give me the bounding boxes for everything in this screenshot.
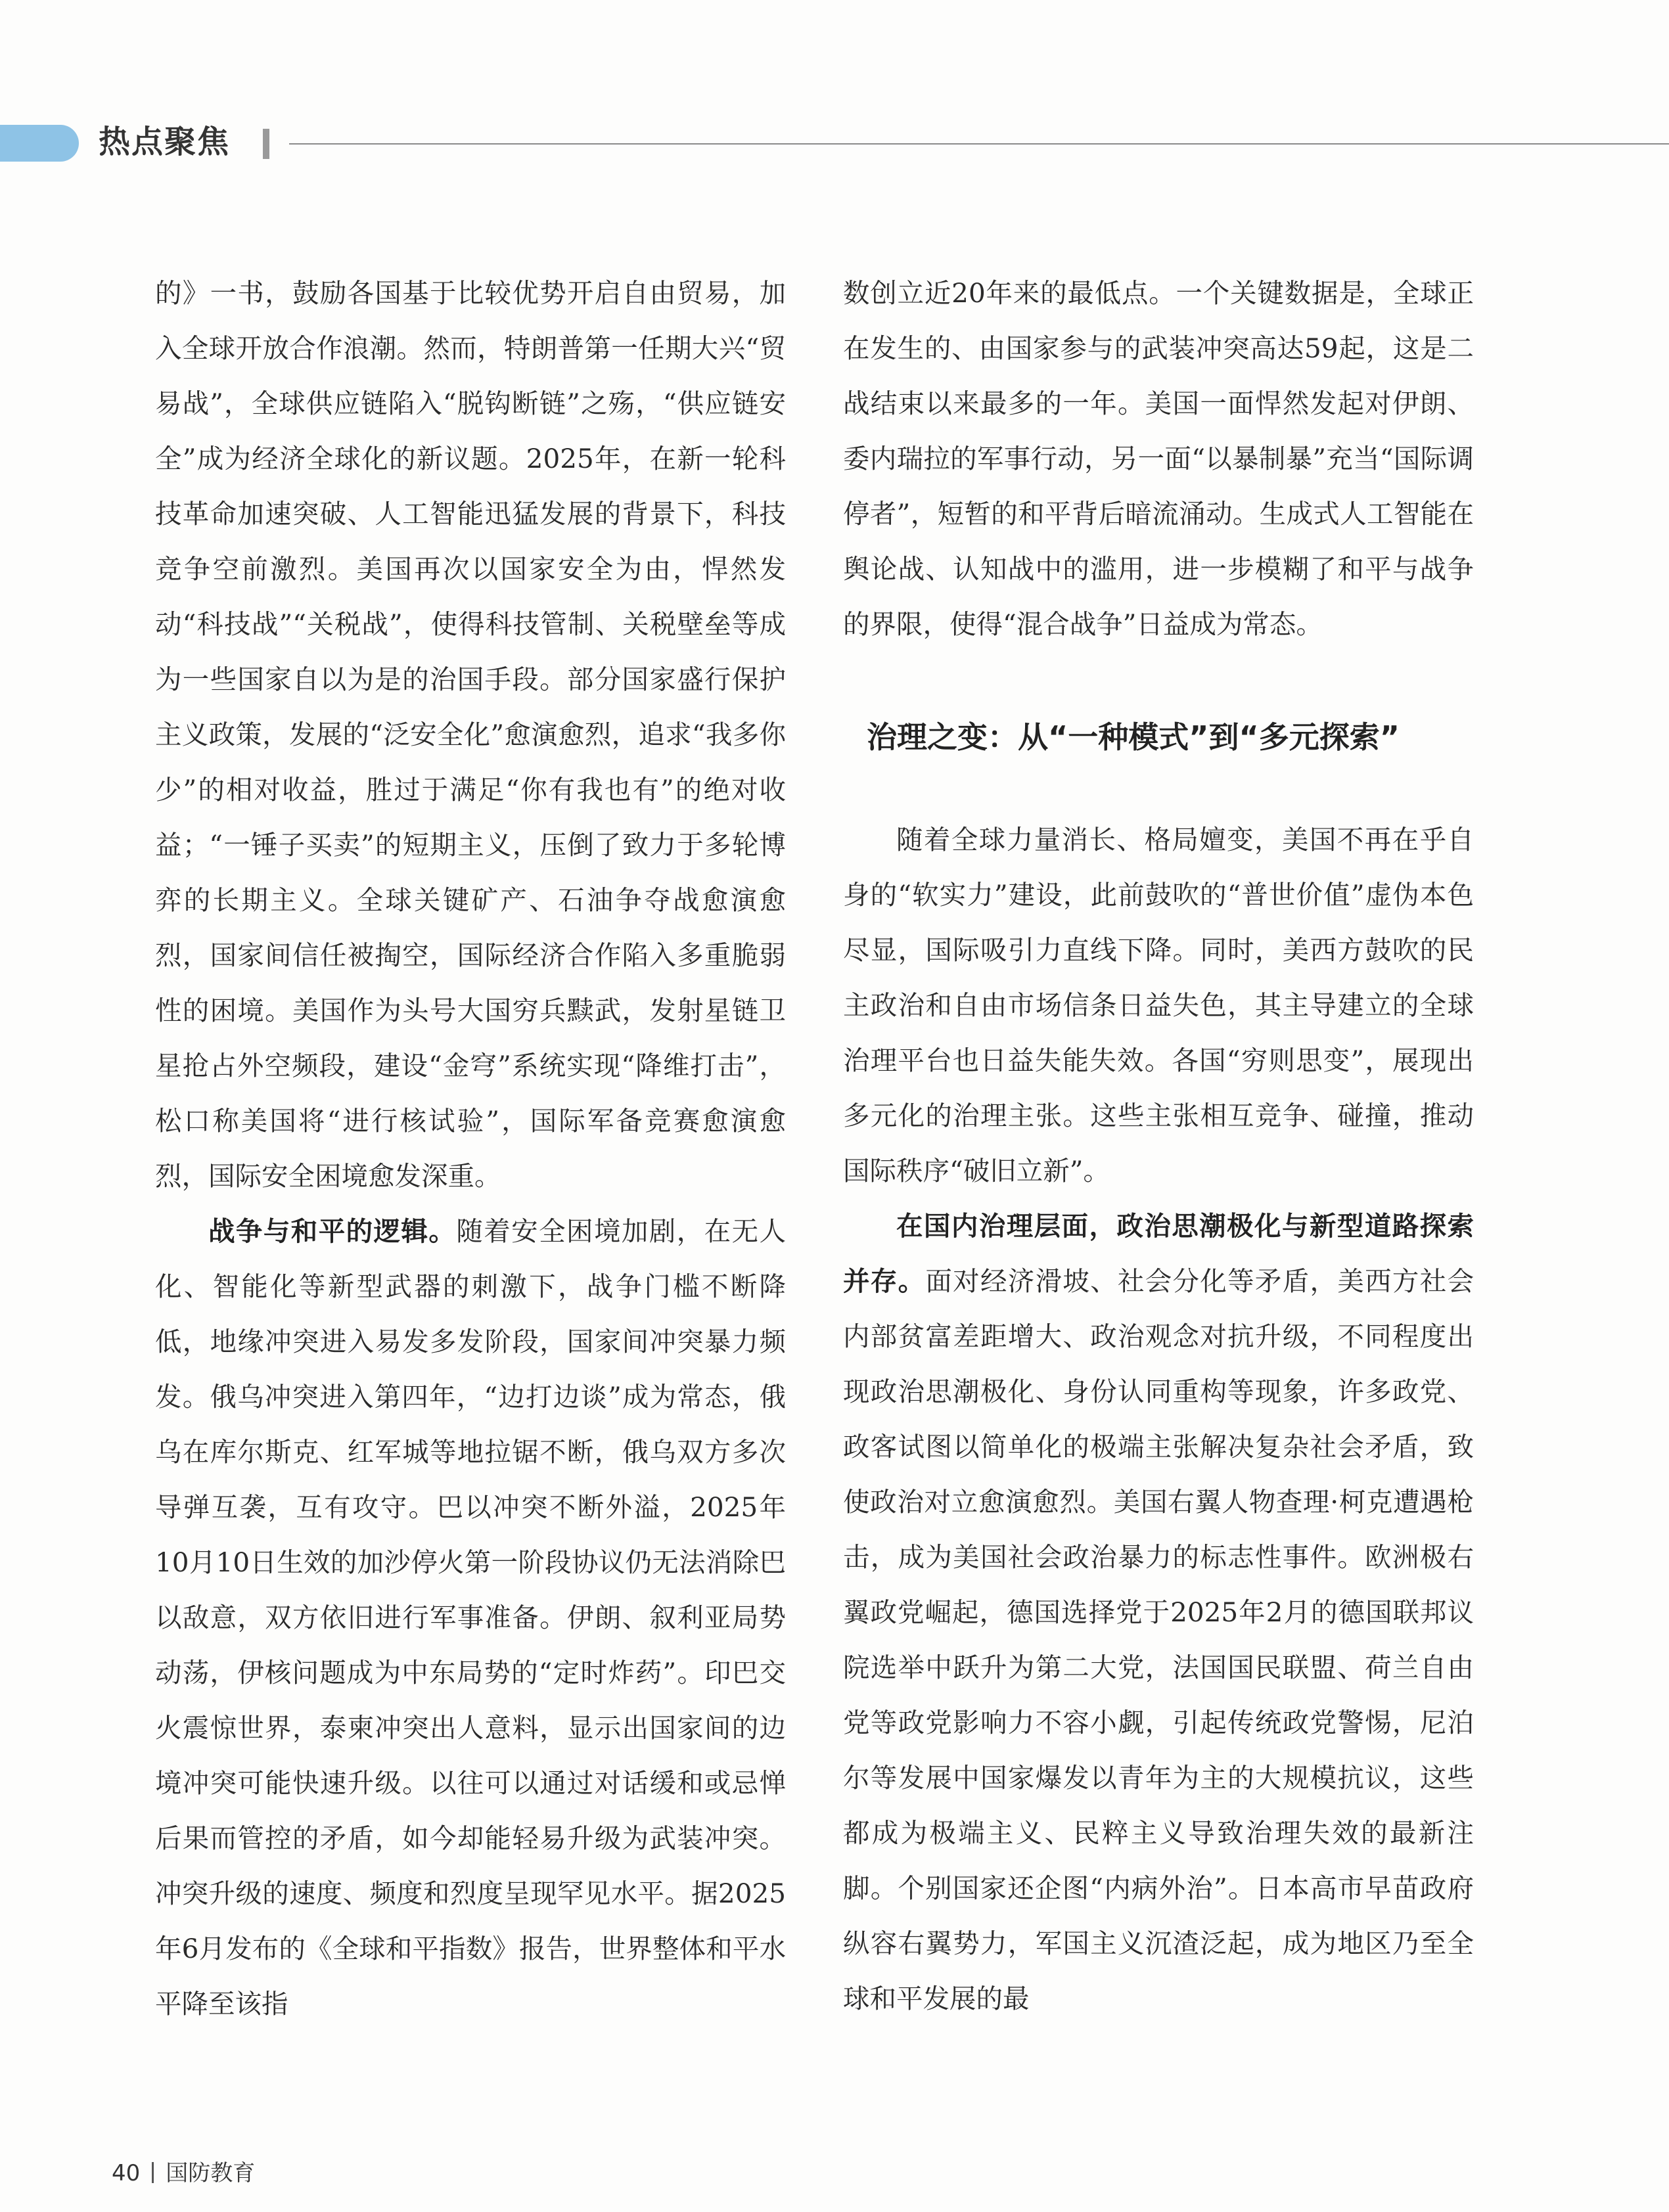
paragraph-body: 随着安全困境加剧，在无人化、智能化等新型武器的刺激下，战争门槛不断降低，地缘冲突进入易发多发阶段，国家间冲突暴力频发。俄乌冲突进入第四年，“边打边谈”成为常态，俄乌在库尔斯克、红军城等地拉锯不断，俄乌双方多次导弹互袭，互有攻守。巴以冲突不断外溢，2025年10月10日生效的加沙停火第一阶段协议仍无法消除巴以敌意，双方依旧进行军事准备。伊朗、叙利亚局势动荡，伊核问题成为中东局势的“定时炸药”。印巴交火震惊世界，泰柬冲突出人意料，显示出国家间的边境冲突可能快速升级。以往可以通过对话缓和或忌惮后果而管控的矛盾，如今却能轻易升级为武装冲突。冲突升级的速度、频度和烈度呈现罕见水平。据2025年6月发布的《全球和平指数》报告，世界整体和平水平降至该指	[155, 1215, 787, 2020]
publication-name: 国防教育	[166, 2160, 256, 2186]
paragraph-lead: 战争与和平的逻辑。	[208, 1215, 457, 1247]
page-footer	[112, 2159, 255, 2188]
header-rule	[289, 143, 1669, 145]
paragraph-body: 面对经济滑坡、社会分化等矛盾，美西方社会内部贫富差距增大、政治观念对抗升级，不同程度出现政治思潮极化、身份认同重构等现象，许多政党、政客试图以简单化的极端主张解决复杂社会矛盾，致使政治对立愈演愈烈。美国右翼人物查理·柯克遭遇枪击，成为美国社会政治暴力的标志性事件。欧洲极右翼政党崛起，德国选择党于2025年2月的德国联邦议院选举中跃升为第二大党，法国国民联盟、荷兰自由党等政党影响力不容小觑，引起传统政党警惕，尼泊尔等发展中国家爆发以青年为主的大规模抗议，这些都成为极端主义、民粹主义导致治理失效的最新注脚。个别国家还企图“内病外治”。日本高市早苗政府纵容右翼势力，军国主义沉渣泛起，成为地区乃至全球和平发展的最	[843, 1265, 1475, 2014]
body-paragraph	[155, 1204, 786, 2031]
right-column	[843, 265, 1474, 2026]
body-paragraph: 随着全球力量消长、格局嬗变，美国不再在乎自身的“软实力”建设，此前鼓吹的“普世价值”虚伪本色尽显，国际吸引力直线下降。同时，美西方鼓吹的民主政治和自由市场信条日益失色，其主导建立的全球治理平台也日益失能失效。各国“穷则思变”，展现出多元化的治理主张。这些主张相互竞争、碰撞，推动国际秩序“破旧立新”。	[843, 824, 1474, 1186]
left-column	[155, 265, 786, 2031]
page-number: 40	[112, 2160, 141, 2186]
paragraph-lead: 在国内治理层面，政治思潮极化与新型道路探索并存。	[843, 1210, 1474, 1297]
header-divider-bar	[263, 129, 269, 159]
body-paragraph: 的》一书，鼓励各国基于比较优势开启自由贸易，加入全球开放合作浪潮。然而，特朗普第一任期大兴“贸易战”，全球供应链陷入“脱钩断链”之殇，“供应链安全”成为经济全球化的新议题。2025年，在新一轮科技革命加速突破、人工智能迅猛发展的背景下，科技竞争空前激烈。美国再次以国家安全为由，悍然发动“科技战”“关税战”，使得科技管制、关税壁垒等成为一些国家自以为是的治国手段。部分国家盛行保护主义政策，发展的“泛安全化”愈演愈烈，追求“我多你少”的相对收益，胜过于满足“你有我也有”的绝对收益；“一锤子买卖”的短期主义，压倒了致力于多轮博弈的长期主义。全球关键矿产、石油争夺战愈演愈烈，国家间信任被掏空，国际经济合作陷入多重脆弱性的困境。美国作为头号大国穷兵黩武，发射星链卫星抢占外空频段，建设“金穹”系统实现“降维打击”，松口称美国将“进行核试验”，国际军备竞赛愈演愈烈，国际安全困境愈发深重。	[155, 277, 786, 1192]
section-title: 热点聚焦	[99, 124, 231, 160]
body-paragraph	[843, 1198, 1474, 2026]
body-paragraph: 数创立近20年来的最低点。一个关键数据是，全球正在发生的、由国家参与的武装冲突高达59起，这是二战结束以来最多的一年。美国一面悍然发起对伊朗、委内瑞拉的军事行动，另一面“以暴制暴”充当“国际调停者”，短暂的和平背后暗流涌动。生成式人工智能在舆论战、认知战中的滥用，进一步模糊了和平与战争的界限，使得“混合战争”日益成为常态。	[843, 277, 1474, 640]
section-heading: 治理之变：从“一种模式”到“多元探索”	[867, 719, 1400, 755]
header-accent-tab	[0, 125, 79, 162]
footer-divider	[152, 2162, 154, 2183]
